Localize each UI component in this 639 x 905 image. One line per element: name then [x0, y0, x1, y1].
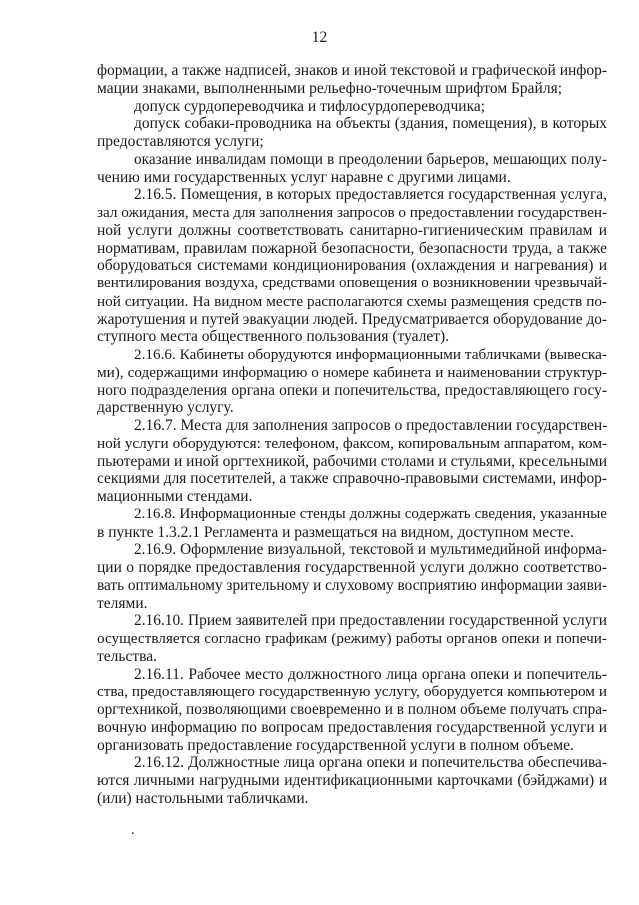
text-line: 2.16.10. Прием заявителей при предоставлении государственной услуги — [134, 612, 607, 630]
text-line: ной услуги оборудуются: телефоном, факсом, копировальным аппаратом, ком- — [97, 434, 607, 452]
text-line: оргтехникой, позволяющими своевременно и в полном объеме получать спра- — [97, 701, 608, 718]
text-line: 2.16.5. Помещения, в которых предоставляется государственная услуга, — [134, 186, 607, 204]
page-number: 12 — [311, 29, 328, 46]
document-body — [97, 62, 607, 808]
text-line: допуск собаки-проводника на объекты (здания, помещения), в которых — [134, 115, 607, 133]
text-line: пьютерами и иной оргтехникой, рабочими столами и стульями, кресельными — [97, 452, 607, 470]
text-line: осуществляется согласно графикам (режиму) работы органов опеки и попечи- — [97, 630, 607, 647]
text-line: (или) настольными табличками. — [97, 789, 309, 807]
text-line: оказание инвалидам помощи в преодолении барьеров, мешающих полу- — [134, 150, 607, 168]
text-line: ной услуги должны соответствовать санитарно-гигиеническим правилам и — [97, 221, 607, 239]
text-line: дарственную услугу. — [97, 399, 234, 417]
text-line: ции о порядке предоставления государственной услуги должно соответство- — [97, 559, 607, 576]
text-line: вентилирования воздуха, средствами оповещения о возникновении чрезвычай- — [97, 275, 607, 291]
text-line: секциями для посетителей, а также справочно-правовыми системами, инфор- — [97, 470, 607, 488]
text-line: организовать предоставление государственной услуги в полном объеме. — [97, 736, 574, 754]
text-line: телями. — [97, 594, 148, 612]
text-line: 2.16.8. Информационные стенды должны содержать сведения, указанные — [134, 505, 607, 522]
text-line: 2.16.11. Рабочее место должностного лица органа опеки и попечитель- — [134, 665, 607, 683]
text-line: 2.16.6. Кабинеты оборудуются информационными табличками (вывеска- — [134, 346, 607, 363]
text-line: тельства. — [97, 647, 157, 665]
text-line: ства, предоставляющего государственную услугу, оборудуется компьютером и — [97, 683, 607, 701]
text-line: зал ожидания, места для заполнения запросов о предоставлении государствен- — [97, 204, 607, 221]
text-line: предоставляются услуги; — [97, 133, 264, 150]
text-line: 2.16.7. Места для заполнения запросов о предоставлении государствен- — [134, 417, 608, 434]
text-line: в пункте 1.3.2.1 Регламента и размещаться на видном, доступном месте. — [97, 523, 574, 541]
text-line: формации, а также надписей, знаков и иной текстовой и графической инфор- — [97, 62, 607, 79]
text-line: допуск сурдопереводчика и тифлосурдопереводчика; — [134, 97, 486, 115]
text-line: мации знаками, выполненными рельефно-точечным шрифтом Брайля; — [97, 79, 563, 97]
text-line: жаротушения и путей эвакуации людей. Предусматривается оборудование до- — [97, 310, 607, 328]
text-line: вочную информацию по вопросам предоставления государственной услуги и — [97, 718, 607, 736]
text-line: 2.16.9. Оформление визуальной, текстовой и мультимедийной информа- — [134, 541, 607, 559]
bottom-mark: . — [131, 822, 135, 838]
text-line: ступного места общественного пользования (туалет). — [97, 328, 450, 346]
text-line: оборудоваться системами кондиционирования (охлаждения и нагревания) и — [97, 257, 607, 275]
text-line: ной ситуации. На видном месте располагаются схемы размещения средств по- — [97, 292, 607, 310]
text-line: чению ими государственных услуг наравне с другими лицами. — [97, 168, 511, 186]
text-line: вать оптимальному зрительному и слуховому восприятию информации заяви- — [97, 576, 608, 594]
text-line: 2.16.12. Должностные лица органа опеки и попечительства обеспечива- — [134, 754, 607, 772]
text-line: ются личными нагрудными идентификационными карточками (бэйджами) и — [97, 772, 607, 789]
text-line: нормативам, правилам пожарной безопасности, безопасности труда, а также — [97, 239, 607, 257]
text-line: ного подразделения органа опеки и попечительства, предоставляющего госу- — [97, 381, 607, 399]
text-line: ми), содержащими информацию о номере кабинета и наименовании структур- — [97, 363, 607, 381]
text-line: мационными стендами. — [97, 488, 253, 505]
